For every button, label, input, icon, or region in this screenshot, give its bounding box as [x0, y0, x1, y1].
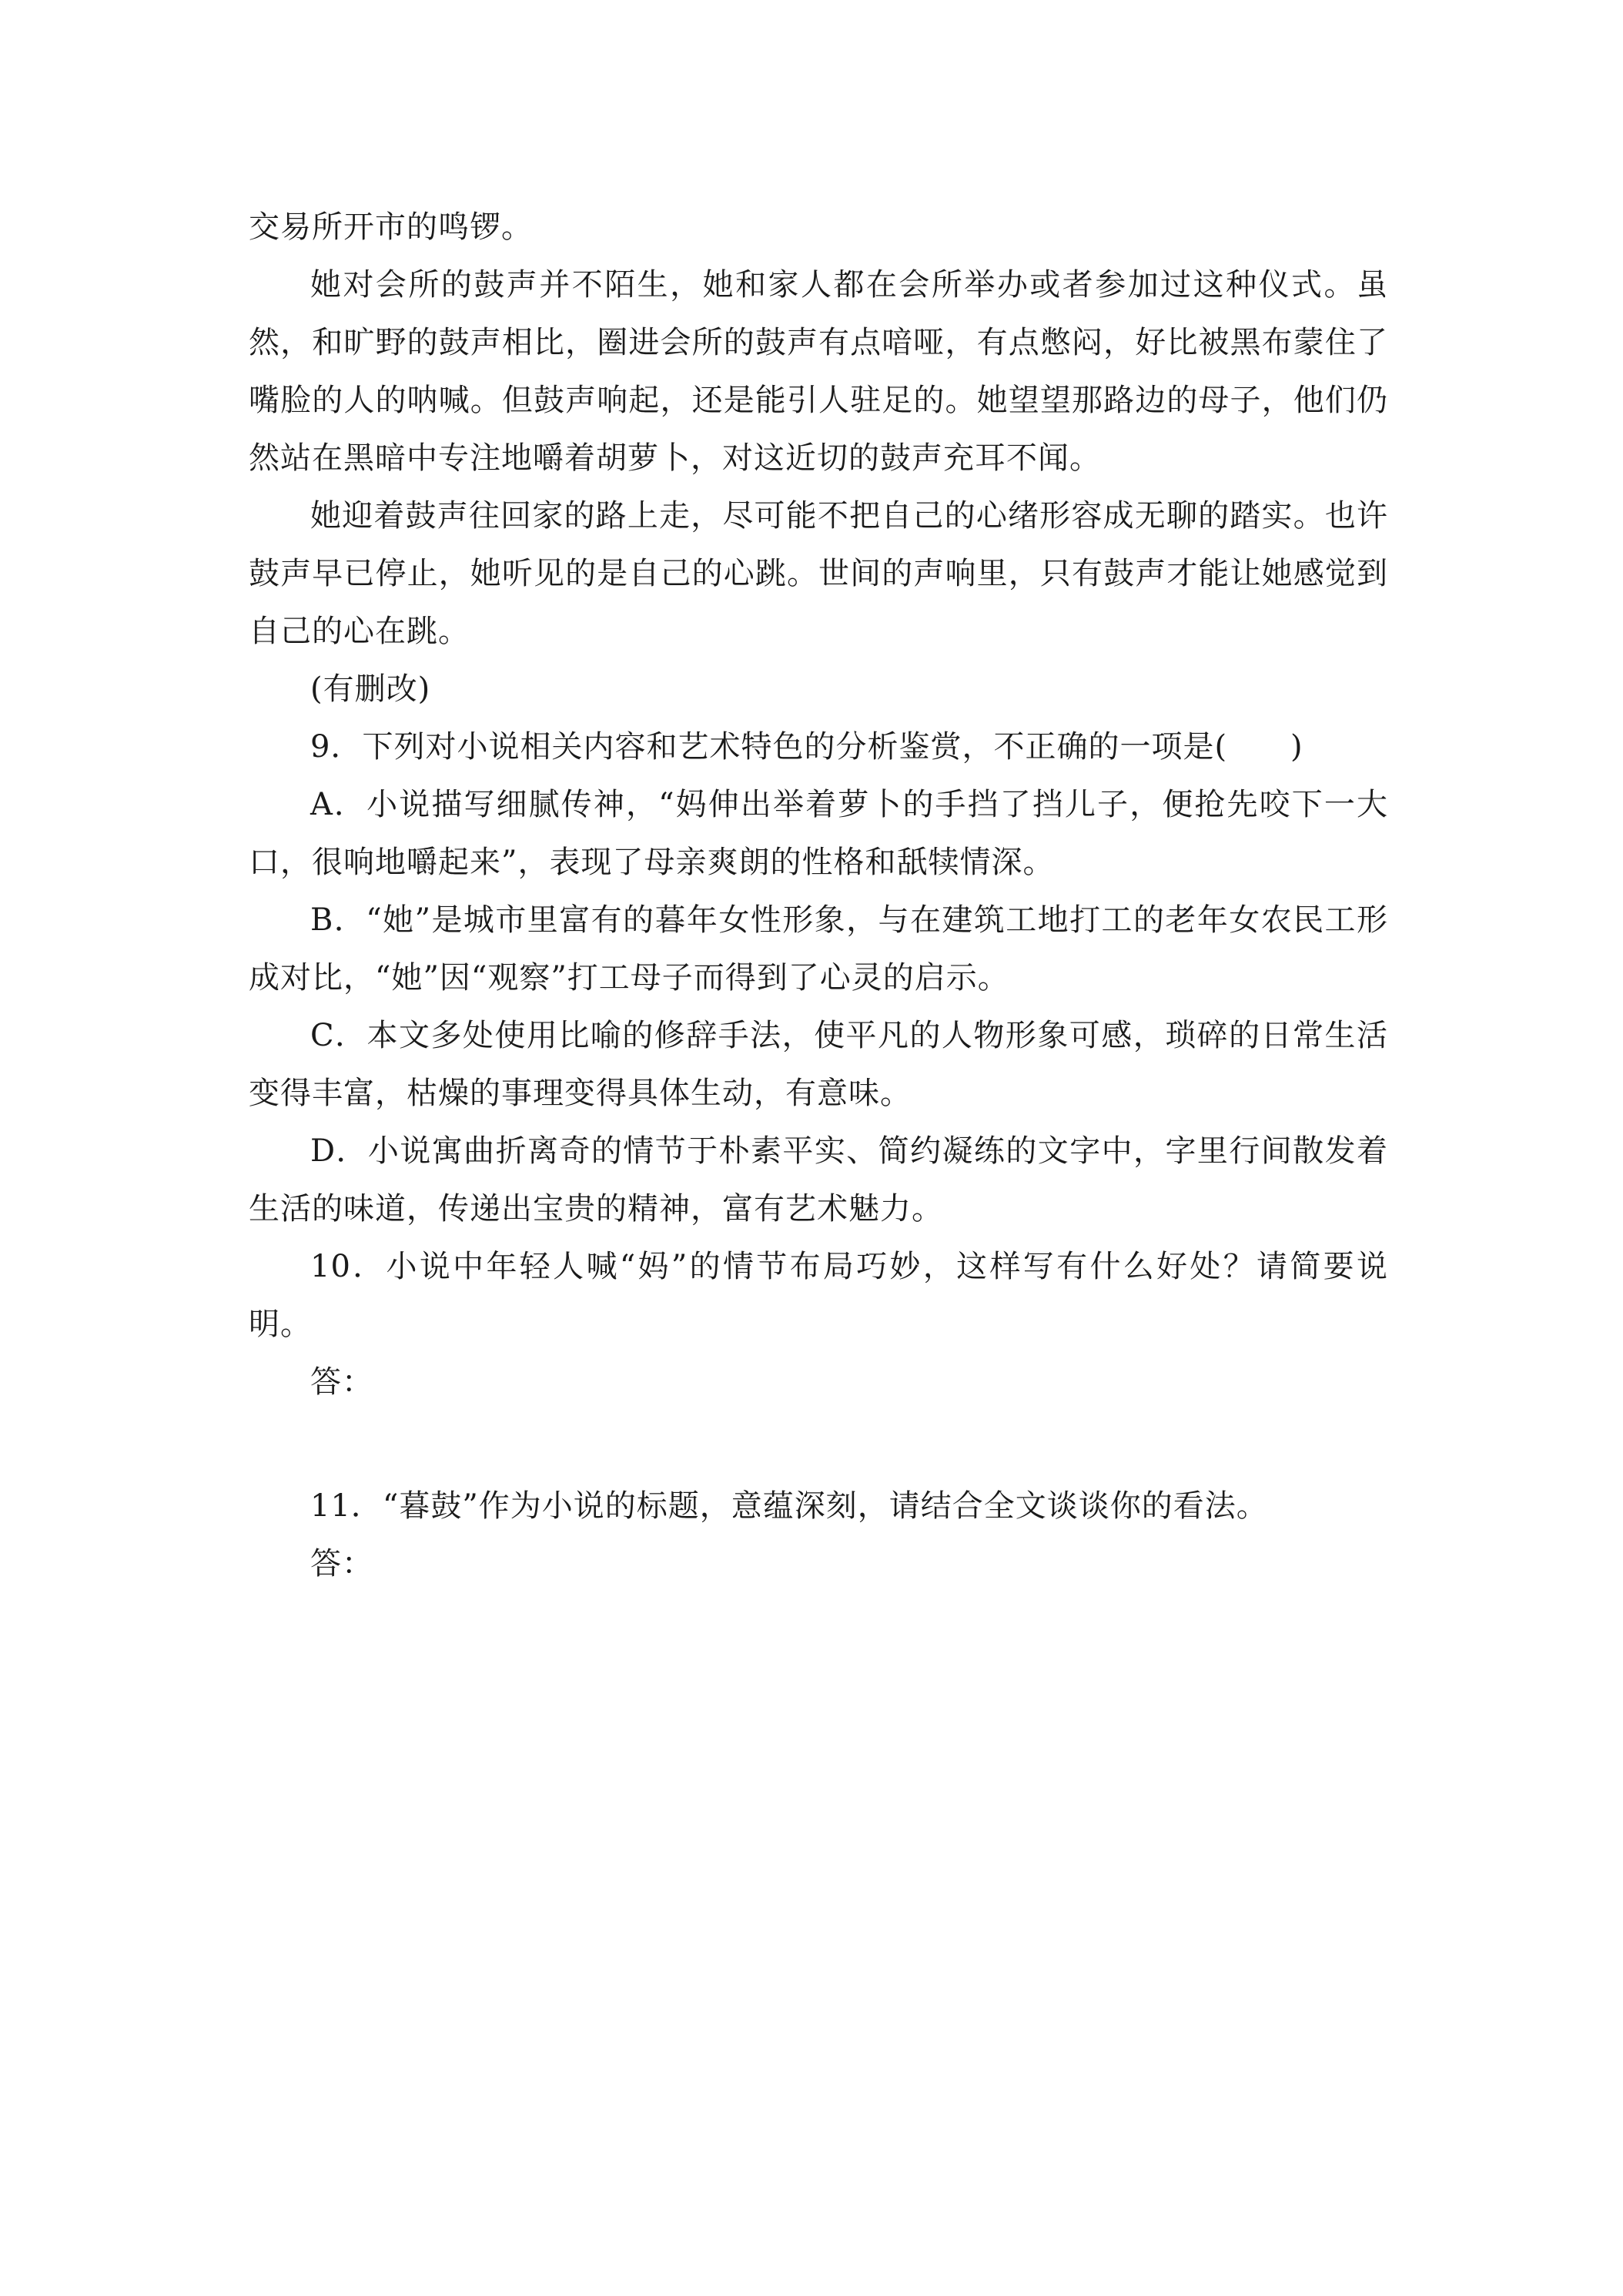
question-11-stem: 11．“暮鼓”作为小说的标题，意蕴深刻，请结合全文谈谈你的看法。 — [310, 1488, 1268, 1524]
story-paragraph-2: 她迎着鼓声往回家的路上走，尽可能不把自己的心绪形容成无聊的踏实。也许鼓声早已停止，她听见的是自己的心跳。世间的声响里，只有鼓声才能让她感觉到自己的心在跳。 — [249, 498, 1388, 649]
question-11-answer-label: 答： — [310, 1546, 373, 1581]
question-10-answer-space — [249, 1411, 1388, 1478]
question-9-option-b: B．“她”是城市里富有的暮年女性形象，与在建筑工地打工的老年女农民工形成对比，“她”因“观察”打工母子而得到了心灵的启示。 — [249, 902, 1388, 996]
question-10-answer-label: 答： — [310, 1364, 373, 1400]
question-9-option-c: C．本文多处使用比喻的修辞手法，使平凡的人物形象可感，琐碎的日常生活变得丰富，枯燥的事理变得具体生动，有意味。 — [249, 1018, 1388, 1111]
story-paragraph-1: 她对会所的鼓声并不陌生，她和家人都在会所举办或者参加过这种仪式。虽然，和旷野的鼓声相比，圈进会所的鼓声有点喑哑，有点憋闷，好比被黑布蒙住了嘴脸的人的呐喊。但鼓声响起，还是能引人驻足的。她望望那路边的母子，他们仍然站在黑暗中专注地嚼着胡萝卜，对这近切的鼓声充耳不闻。 — [249, 267, 1388, 476]
question-10-stem: 10．小说中年轻人喊“妈”的情节布局巧妙，这样写有什么好处？请简要说明。 — [249, 1249, 1388, 1342]
source-note: (有删改) — [310, 671, 431, 707]
question-9-stem: 9．下列对小说相关内容和艺术特色的分析鉴赏，不正确的一项是( ) — [310, 729, 1303, 765]
continuation-line: 交易所开市的鸣锣。 — [249, 209, 533, 245]
question-9-option-a: A．小说描写细腻传神，“妈伸出举着萝卜的手挡了挡儿子，便抢先咬下一大口，很响地嚼起来”，表现了母亲爽朗的性格和舐犊情深。 — [249, 787, 1388, 880]
document-body — [249, 199, 1388, 1593]
question-9-option-d: D．小说寓曲折离奇的情节于朴素平实、简约凝练的文字中，字里行间散发着生活的味道，传递出宝贵的精神，富有艺术魅力。 — [249, 1133, 1388, 1227]
